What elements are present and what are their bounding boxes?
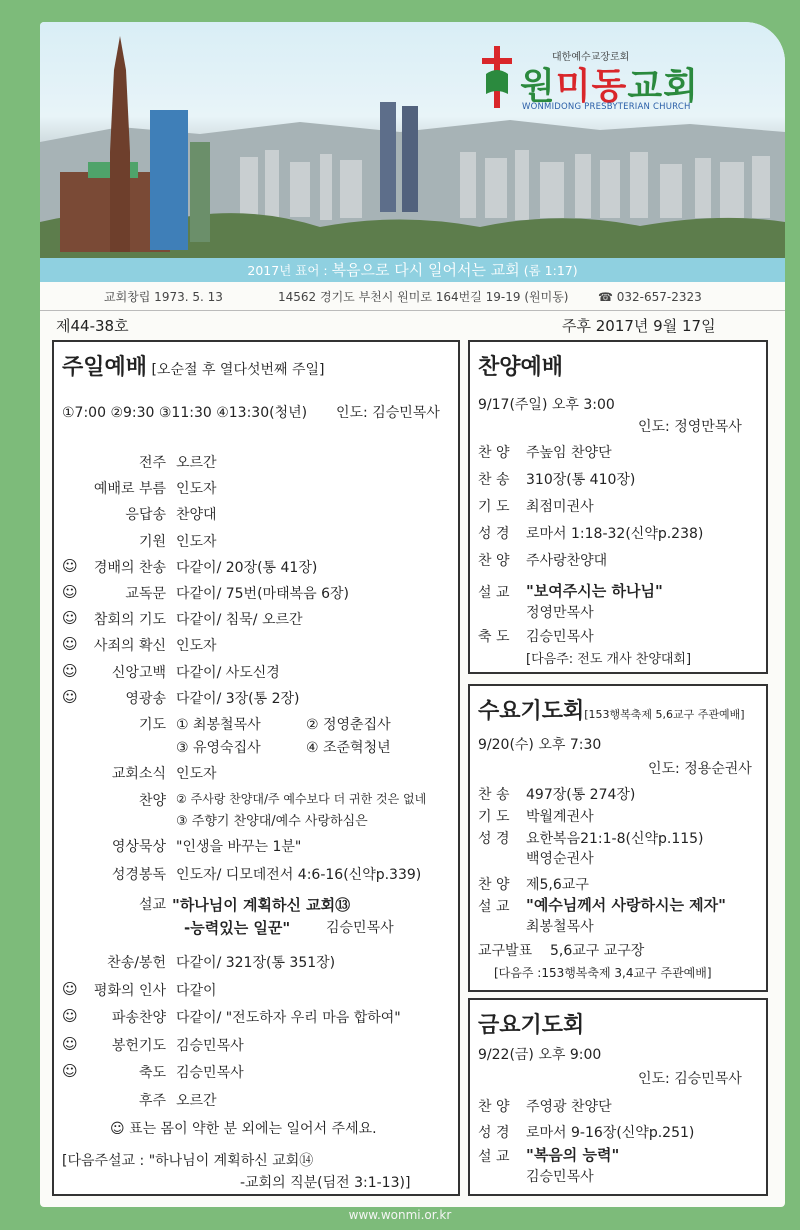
wed-hymn-value: 497장(통 274장) (526, 787, 636, 803)
praise-row-label: 찬 양 (478, 553, 510, 569)
praise-row-label: 찬 송 (478, 472, 510, 488)
wed-hymn-label: 찬 송 (478, 787, 510, 803)
praise-1: ② 주사랑 찬양대/주 예수보다 더 귀한 것은 없네 (176, 792, 427, 806)
sunday-title: 주일예배 (62, 355, 148, 380)
wednesday-leader: 인도: 정용순권사 (648, 761, 752, 777)
praise-bless-label: 축 도 (478, 629, 510, 645)
order-value: 찬양대 (176, 507, 217, 524)
stand-up-icon: ☺ (62, 979, 78, 998)
friday-leader: 인도: 김승민목사 (638, 1071, 742, 1087)
praise-row-value: 로마서 1:18-32(신약p.238) (526, 526, 704, 542)
order-label: 경배의 찬송 (93, 559, 166, 576)
order-value: 다같이 (176, 982, 217, 999)
standing-note: ☺ 표는 몸이 약한 분 외에는 일어서 주세요. (110, 1121, 377, 1137)
stand-up-icon: ☺ (62, 687, 78, 706)
stand-up-icon: ☺ (62, 661, 78, 680)
fri-sermon-title: "복음의 능력" (526, 1146, 620, 1164)
website-url[interactable]: www.wonmi.or.kr (348, 1208, 452, 1222)
church-name-english: WONMIDONG PRESBYTERIAN CHURCH (522, 102, 691, 112)
sermon-title-2: -능력있는 일꾼" (184, 919, 291, 937)
wed-prayer-value: 박월계권사 (526, 809, 594, 825)
wed-praise-value: 제5,6교구 (526, 877, 589, 893)
order-value: 다같이/ 3장(통 2장) (176, 690, 300, 707)
video-value: "인생을 바꾸는 1분" (176, 839, 302, 855)
order-label: 후주 (138, 1092, 166, 1109)
praise-sermon-label: 설 교 (478, 585, 510, 601)
prayer-label: 기도 (138, 717, 166, 733)
prayer-4: ④ 조준혁청년 (306, 740, 391, 756)
wed-scripture-value: 요한복음21:1-8(신약p.115) (526, 831, 704, 847)
order-label: 찬송/봉헌 (107, 955, 166, 971)
order-label: 전주 (138, 455, 166, 471)
fri-scripture-value: 로마서 9-16장(신약p.251) (526, 1125, 695, 1141)
order-label: 사죄의 확신 (93, 638, 166, 655)
praise-row-value: 최점미권사 (526, 499, 594, 515)
header-photo (40, 22, 785, 258)
wed-next: [다음주 :153행복축제 3,4교구 주관예배] (494, 966, 712, 980)
order-label: 참회의 기도 (93, 612, 166, 629)
church-address: 14562 경기도 부천시 원미로 164번길 19-19 (원미동) (278, 290, 569, 304)
order-value: 인도자 (176, 481, 217, 498)
order-value: 인도자 (176, 638, 217, 655)
issue-date: 주후 2017년 9월 17일 (562, 317, 716, 335)
wed-sermon-label: 설 교 (478, 899, 510, 915)
next-sermon-1: [다음주설교 : "하나님이 계획하신 교회⑭ (62, 1153, 314, 1169)
wed-district-value: 5,6교구 교구장 (550, 943, 645, 959)
order-value: 다같이/ 321장(통 351장) (176, 955, 336, 971)
wed-scripture-label: 성 경 (478, 831, 510, 847)
praise-2: ③ 주향기 찬양대/예수 사랑하심은 (176, 814, 368, 829)
order-value: 김승민목사 (176, 1065, 244, 1081)
order-label: 신앙고백 (111, 664, 166, 681)
stand-up-icon: ☺ (62, 1062, 78, 1080)
stand-up-icon: ☺ (62, 635, 78, 654)
church-logo (480, 44, 780, 114)
sermon-speaker: 김승민목사 (326, 920, 394, 936)
church-info-bar (40, 284, 785, 311)
sermon-title-1: "하나님이 계획하신 교회⑬ (172, 896, 351, 914)
fri-sermon-label: 설 교 (478, 1149, 510, 1165)
praise-sermon-speaker: 정영만목사 (526, 605, 594, 621)
stand-up-icon: ☺ (62, 609, 78, 628)
order-value: 오르간 (176, 455, 217, 471)
sunday-leader: 인도: 김승민목사 (336, 405, 440, 421)
order-label: 축도 (138, 1065, 166, 1081)
fri-praise-label: 찬 양 (478, 1099, 510, 1115)
cross-icon (480, 44, 514, 110)
scripture-value: 인도자/ 디모데전서 4:6-16(신약p.339) (176, 867, 422, 883)
sunday-worship-box (52, 340, 460, 1196)
praise-worship-box (468, 340, 768, 674)
scripture-label: 성경봉독 (111, 867, 166, 883)
stand-up-icon: ☺ (62, 583, 78, 601)
order-value: 다같이/ 침묵/ 오르간 (176, 612, 303, 629)
praise-row-label: 기 도 (478, 499, 510, 515)
wed-district-label: 교구발표 (478, 943, 533, 959)
wednesday-prayer-box (468, 684, 768, 992)
praise-leader: 인도: 정영만목사 (638, 419, 742, 435)
praise-row-value: 주사랑찬양대 (526, 553, 608, 569)
order-label: 기원 (138, 533, 166, 550)
church-phone: ☎ 032-657-2323 (598, 290, 702, 304)
friday-title: 금요기도회 (478, 1013, 585, 1038)
praise-bless-value: 김승민목사 (526, 629, 594, 645)
stand-up-icon: ☺ (62, 1007, 78, 1025)
order-value: 다같이/ "전도하자 우리 마음 합하여" (176, 1010, 401, 1026)
news-label: 교회소식 (111, 766, 166, 782)
praise-datetime: 9/17(주일) 오후 3:00 (478, 397, 615, 413)
fri-sermon-speaker: 김승민목사 (526, 1169, 594, 1185)
order-label: 영광송 (125, 690, 166, 707)
service-times: ①7:00 ②9:30 ③11:30 ④13:30(청년) (62, 405, 308, 421)
wed-praise-label: 찬 양 (478, 877, 510, 893)
founded-date: 교회창립 1973. 5. 13 (104, 290, 223, 304)
praise-row-label: 찬 양 (478, 445, 510, 461)
stand-up-icon: ☺ (62, 556, 78, 575)
order-value: 다같이/ 20장(통 41장) (176, 559, 318, 576)
order-label: 봉헌기도 (111, 1037, 166, 1054)
order-value: 다같이/ 사도신경 (176, 664, 280, 681)
prayer-3: ③ 유영숙집사 (176, 740, 261, 756)
denomination-label: 대한예수교장로회 (552, 52, 630, 63)
fri-scripture-label: 성 경 (478, 1125, 510, 1141)
order-label: 평화의 인사 (93, 982, 166, 999)
theme-text: 복음으로 다시 일어서는 교회 (331, 261, 520, 279)
wed-scripture-reader: 백영순권사 (526, 851, 594, 867)
friday-datetime: 9/22(금) 오후 9:00 (478, 1047, 602, 1063)
issue-row (40, 314, 785, 338)
next-sermon-2: -교회의 직분(딤전 3:1-13)] (240, 1175, 411, 1191)
wednesday-subtitle: [153행복축제 5,6교구 주관예배] (584, 708, 745, 721)
order-label: 교독문 (125, 586, 166, 602)
stand-up-icon: ☺ (62, 1034, 78, 1053)
church-name-logo: 원미동교회 (520, 66, 699, 107)
wed-sermon-title: "예수님께서 사랑하시는 제자" (526, 896, 726, 914)
order-value: 다같이/ 75번(마태복음 6장) (176, 586, 349, 602)
sermon-label: 설교 (138, 897, 166, 913)
bulletin-page (40, 22, 785, 1207)
year-theme-bar: 2017년 표어 : 복음으로 다시 일어서는 교회 (롬 1:17) (40, 258, 785, 282)
wednesday-datetime: 9/20(수) 오후 7:30 (478, 737, 602, 753)
praise-row-value: 주높임 찬양단 (526, 445, 612, 461)
news-value: 인도자 (176, 766, 217, 782)
praise-title: 찬양예배 (478, 355, 564, 380)
praise-sermon-title: "보여주시는 하나님" (526, 582, 663, 600)
wed-prayer-label: 기 도 (478, 809, 510, 825)
praise-next: [다음주: 전도 개사 찬양대회] (526, 652, 692, 667)
order-value: 인도자 (176, 533, 217, 550)
issue-number: 제44-38호 (56, 317, 129, 335)
praise-label: 찬양 (138, 793, 166, 809)
sunday-subtitle: [오순절 후 열다섯번째 주일] (151, 362, 325, 378)
fri-praise-value: 주영광 찬양단 (526, 1099, 612, 1115)
order-value: 오르간 (176, 1092, 217, 1109)
praise-row-label: 성 경 (478, 526, 510, 542)
prayer-2: ② 정영춘집사 (306, 717, 391, 733)
friday-prayer-box (468, 998, 768, 1196)
order-value: 김승민목사 (176, 1037, 244, 1054)
video-label: 영상묵상 (111, 839, 166, 855)
order-label: 응답송 (125, 507, 166, 524)
prayer-1: ① 최봉철목사 (176, 717, 261, 733)
wednesday-title: 수요기도회 (478, 699, 585, 724)
order-label: 예배로 부름 (93, 481, 166, 498)
order-label: 파송찬양 (111, 1010, 166, 1026)
wed-sermon-speaker: 최봉철목사 (526, 919, 594, 935)
praise-row-value: 310장(통 410장) (526, 472, 636, 488)
